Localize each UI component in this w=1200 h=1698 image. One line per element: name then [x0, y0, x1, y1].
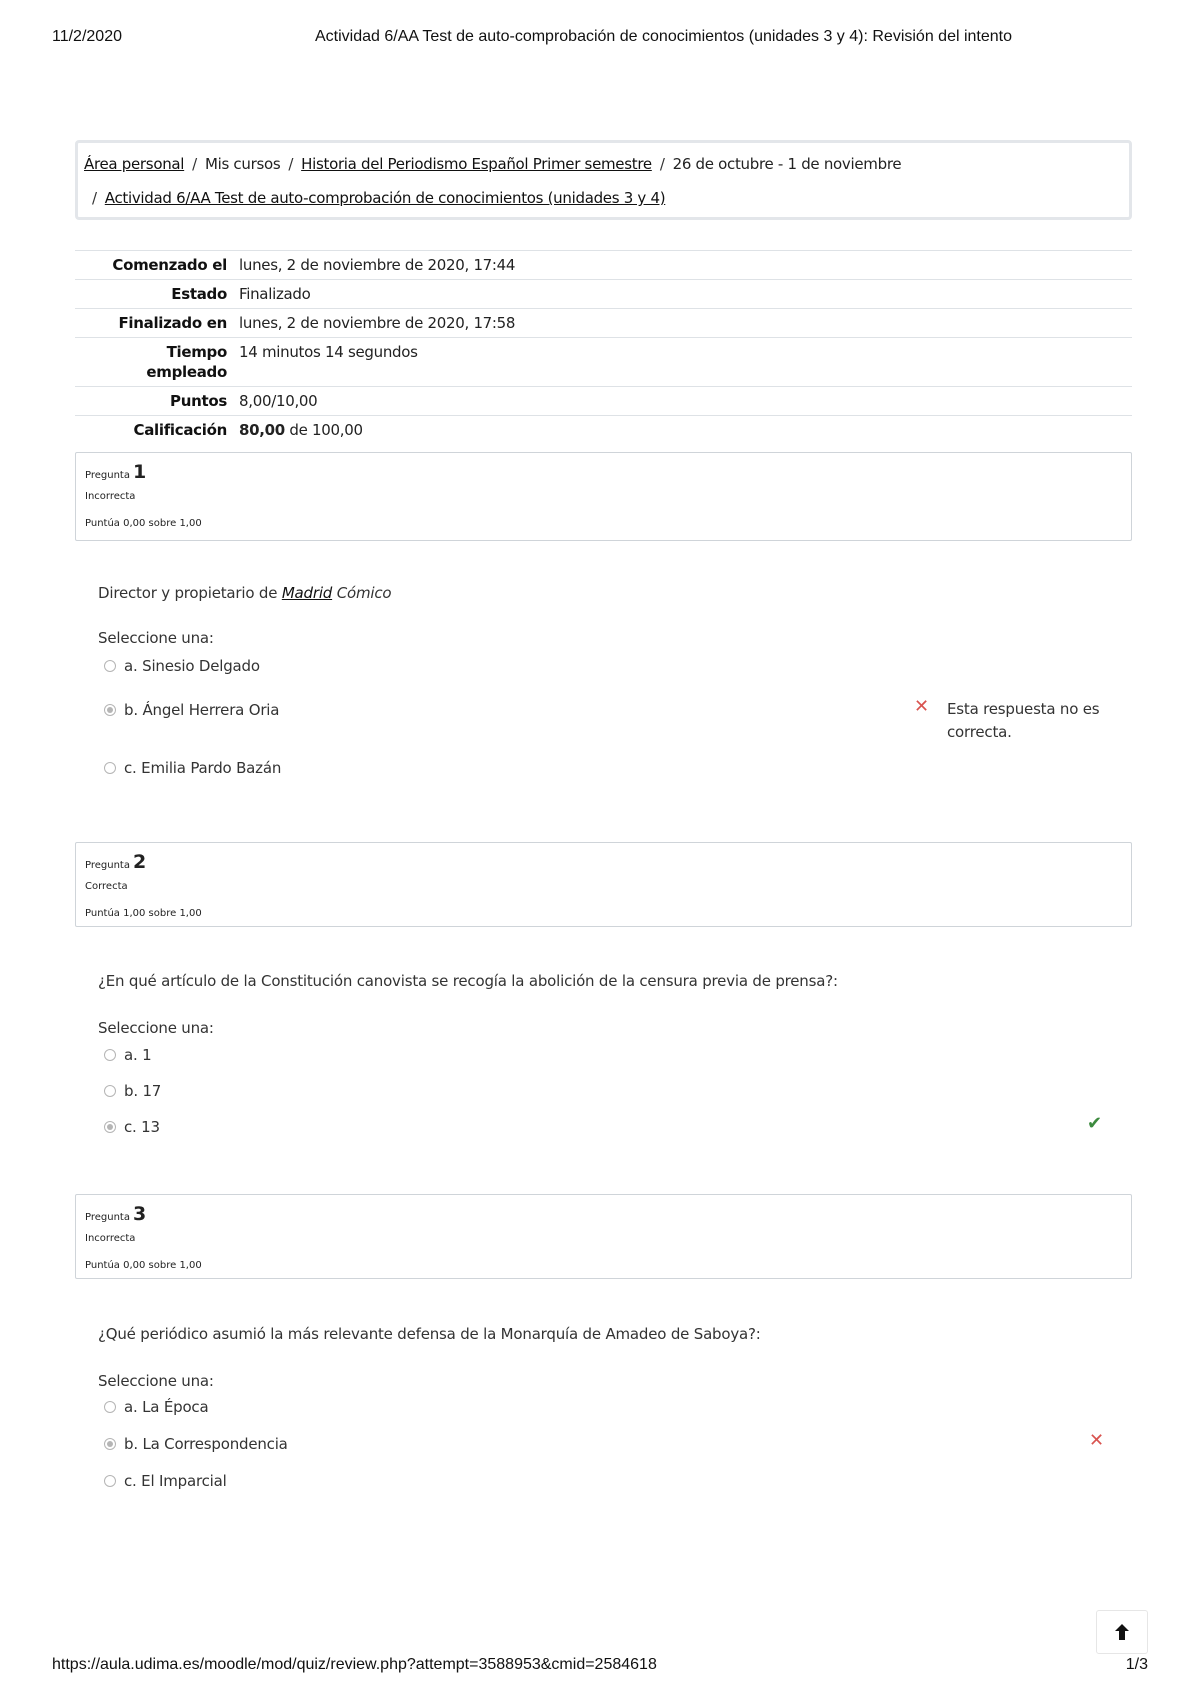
- answer-option-label: b. La Correspondencia: [124, 1435, 288, 1453]
- summary-row-grade: [75, 416, 1132, 445]
- time-label-line1: Tiempo: [166, 343, 227, 361]
- grade-value-score: 80,00: [239, 421, 285, 439]
- print-page-title: Actividad 6/AA Test de auto-comprobación de conocimientos (unidades 3 y 4): Revisión del intento: [315, 28, 1012, 45]
- question-label: Pregunta: [85, 860, 130, 871]
- summary-row-started: [75, 251, 1132, 280]
- answer-option-a[interactable]: [104, 1397, 208, 1417]
- points-value: 8,00/10,00: [233, 387, 1132, 416]
- answer-option-b[interactable]: [104, 1434, 288, 1454]
- radio-button[interactable]: [104, 1085, 116, 1097]
- radio-button[interactable]: [104, 1049, 116, 1061]
- answer-option-label: b. Ángel Herrera Oria: [124, 701, 280, 719]
- breadcrumb-item-area-personal[interactable]: Área personal: [84, 155, 185, 173]
- answer-option-a[interactable]: [104, 656, 260, 676]
- question-number-value: 1: [132, 461, 147, 483]
- started-value: lunes, 2 de noviembre de 2020, 17:44: [233, 251, 1132, 280]
- question-text-1: [98, 584, 391, 602]
- question-info-3: [75, 1194, 1132, 1279]
- radio-button[interactable]: [104, 1401, 116, 1413]
- summary-row-points: [75, 387, 1132, 416]
- started-label: Comenzado el: [75, 251, 233, 280]
- answer-option-label: a. 1: [124, 1046, 152, 1064]
- state-value: Finalizado: [233, 280, 1132, 309]
- question-text-before: Director y propietario de: [98, 584, 278, 602]
- question-label: Pregunta: [85, 470, 130, 481]
- cross-icon: ✕: [914, 696, 930, 717]
- question-text-after: Cómico: [336, 584, 392, 602]
- points-label: Puntos: [75, 387, 233, 416]
- radio-button[interactable]: [104, 762, 116, 774]
- question-number: [85, 851, 146, 873]
- answer-option-c[interactable]: [104, 1117, 160, 1137]
- question-text-link[interactable]: Madrid: [281, 584, 333, 602]
- breadcrumb-item-week[interactable]: 26 de octubre - 1 de noviembre: [672, 155, 902, 173]
- print-url: https://aula.udima.es/moodle/mod/quiz/review.php?attempt=3588953&cmid=2584618: [52, 1656, 657, 1673]
- question-number-value: 3: [132, 1203, 147, 1225]
- answer-option-label: c. 13: [124, 1118, 160, 1136]
- answer-option-label: c. El Imparcial: [124, 1472, 227, 1490]
- question-text-2: ¿En qué artículo de la Constitución canovista se recogía la abolición de la censura previa de prensa?:: [98, 972, 838, 990]
- breadcrumb-separator: /: [192, 155, 197, 173]
- check-icon: ✔: [1087, 1113, 1103, 1134]
- finished-label: Finalizado en: [75, 309, 233, 338]
- breadcrumb-item-activity[interactable]: Actividad 6/AA Test de auto-comprobación de conocimientos (unidades 3 y 4): [104, 189, 666, 207]
- answer-option-b[interactable]: [104, 700, 279, 720]
- question-info-2: [75, 842, 1132, 927]
- radio-button-selected[interactable]: [104, 1438, 116, 1450]
- print-page-number: 1/3: [1125, 1656, 1148, 1673]
- breadcrumb-item-mis-cursos[interactable]: Mis cursos: [204, 155, 281, 173]
- question-number-value: 2: [132, 851, 147, 873]
- select-one-prompt: Seleccione una:: [98, 629, 214, 647]
- answer-option-label: a. Sinesio Delgado: [124, 657, 260, 675]
- grade-value: [233, 416, 1132, 445]
- question-state: Incorrecta: [85, 491, 136, 502]
- radio-button-selected[interactable]: [104, 704, 116, 716]
- finished-value: lunes, 2 de noviembre de 2020, 17:58: [233, 309, 1132, 338]
- radio-button[interactable]: [104, 1475, 116, 1487]
- select-one-prompt: Seleccione una:: [98, 1372, 214, 1390]
- question-number: [85, 461, 146, 483]
- question-grade: Puntúa 0,00 sobre 1,00: [85, 1260, 202, 1271]
- arrow-up-icon: [1114, 1623, 1130, 1641]
- breadcrumb-separator: /: [659, 155, 665, 173]
- radio-button[interactable]: [104, 660, 116, 672]
- answer-option-a[interactable]: [104, 1045, 151, 1065]
- answer-option-label: c. Emilia Pardo Bazán: [124, 759, 282, 777]
- summary-row-finished: [75, 309, 1132, 338]
- radio-button-selected[interactable]: [104, 1121, 116, 1133]
- breadcrumb-separator: /: [288, 155, 294, 173]
- time-value: 14 minutos 14 segundos: [233, 338, 1132, 387]
- question-info-1: [75, 452, 1132, 541]
- state-label: Estado: [75, 280, 233, 309]
- answer-option-label: b. 17: [124, 1082, 162, 1100]
- question-state: Correcta: [85, 881, 128, 892]
- answer-option-c[interactable]: [104, 1471, 227, 1491]
- print-footer: [52, 1656, 1148, 1678]
- cross-icon: ✕: [1089, 1430, 1105, 1451]
- answer-option-b[interactable]: [104, 1081, 161, 1101]
- print-header: [52, 28, 1148, 50]
- select-one-prompt: Seleccione una:: [98, 1019, 214, 1037]
- time-label-line2: empleado: [146, 363, 227, 381]
- breadcrumb: [75, 140, 1132, 220]
- grade-label: Calificación: [75, 416, 233, 445]
- print-date: 11/2/2020: [52, 28, 122, 45]
- summary-row-state: [75, 280, 1132, 309]
- question-state: Incorrecta: [85, 1233, 136, 1244]
- breadcrumb-separator: /: [92, 189, 97, 207]
- attempt-summary-table: [75, 250, 1132, 444]
- grade-value-max: de 100,00: [289, 421, 363, 439]
- answer-feedback: Esta respuesta no es correcta.: [947, 700, 1100, 741]
- question-number: [85, 1203, 146, 1225]
- answer-option-c[interactable]: [104, 758, 281, 778]
- answer-option-label: a. La Época: [124, 1398, 209, 1416]
- question-grade: Puntúa 0,00 sobre 1,00: [85, 518, 202, 529]
- summary-row-time: [75, 338, 1132, 387]
- question-label: Pregunta: [85, 1212, 130, 1223]
- breadcrumb-item-course[interactable]: Historia del Periodismo Español Primer semestre: [301, 155, 652, 173]
- question-text-3: ¿Qué periódico asumió la más relevante defensa de la Monarquía de Amadeo de Saboya?:: [98, 1325, 761, 1343]
- back-to-top-button[interactable]: [1096, 1610, 1148, 1654]
- time-label: [75, 338, 233, 387]
- question-grade: Puntúa 1,00 sobre 1,00: [85, 908, 202, 919]
